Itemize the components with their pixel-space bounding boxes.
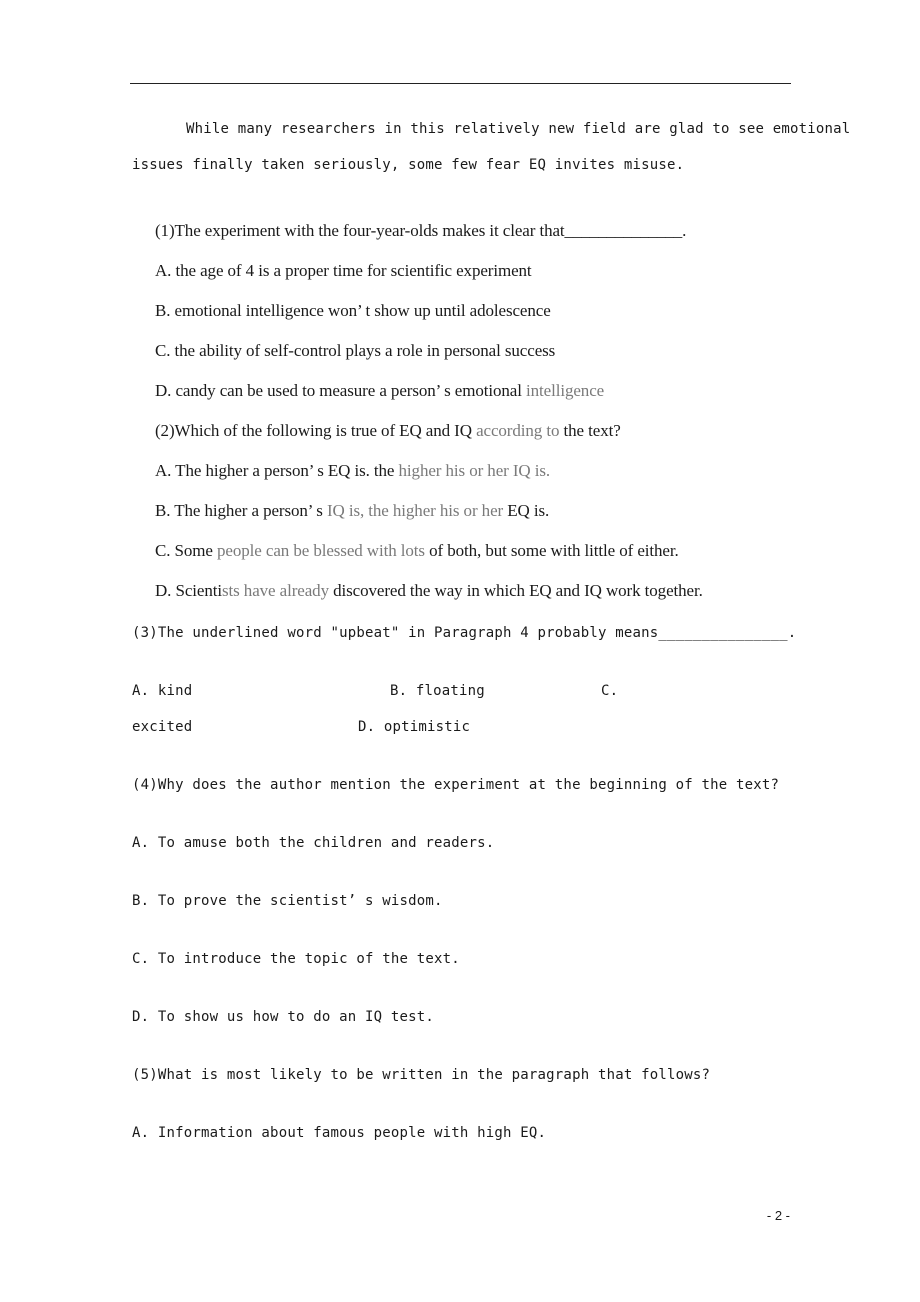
q2-stem-end: the text? xyxy=(559,421,621,440)
q2-stem-text: (2)Which of the following is true of EQ and IQ xyxy=(155,421,477,440)
q4-option-c: C. To introduce the topic of the text. xyxy=(132,951,460,967)
passage-line-2: issues finally taken seriously, some few fear EQ invites misuse. xyxy=(132,157,685,173)
q2-stem-faded: according to xyxy=(476,421,560,440)
q2-option-c-end: of both, but some with little of either. xyxy=(424,541,679,560)
q3-option-b: B. floating xyxy=(390,683,485,699)
q2-option-d xyxy=(155,581,703,601)
q5-option-a: A. Information about famous people with high EQ. xyxy=(132,1125,547,1141)
q4-option-a: A. To amuse both the children and readers. xyxy=(132,835,495,851)
q1-option-c: C. the ability of self-control plays a role in personal success xyxy=(155,341,556,360)
q2-option-b-faded: IQ is, the higher his or her xyxy=(326,501,508,520)
q5-stem: (5)What is most likely to be written in the paragraph that follows? xyxy=(132,1067,711,1083)
q2-option-d-faded: sts have already xyxy=(222,581,329,600)
q3-stem: (3)The underlined word "upbeat" in Paragraph 4 probably means_______________. xyxy=(132,625,797,641)
q1-stem: (1)The experiment with the four-year-olds makes it clear that______________. xyxy=(155,221,687,240)
q1-option-d-faded: intelligence xyxy=(526,381,605,400)
q3-option-c-word: excited xyxy=(132,719,193,735)
header-rule xyxy=(130,83,791,84)
q1-option-d xyxy=(155,381,604,401)
q3-option-d: D. optimistic xyxy=(358,719,471,735)
q1-option-b: B. emotional intelligence won’ t show up until adolescence xyxy=(155,301,551,320)
q3-option-c-label: C. xyxy=(601,683,619,699)
q1-option-d-text: D. candy can be used to measure a person’ s emotional xyxy=(155,381,526,400)
q2-option-b-text: B. The higher a person’ s xyxy=(155,501,327,520)
page-number: - 2 - xyxy=(766,1208,790,1223)
q4-stem: (4)Why does the author mention the experiment at the beginning of the text? xyxy=(132,777,780,793)
q3-option-a: A. kind xyxy=(132,683,193,699)
q2-stem xyxy=(155,421,621,441)
q2-option-a-faded: higher his or her IQ is. xyxy=(398,461,551,480)
q2-option-c xyxy=(155,541,679,561)
q2-option-c-text: C. Some xyxy=(155,541,218,560)
q4-option-b: B. To prove the scientist’ s wisdom. xyxy=(132,893,443,909)
q2-option-b xyxy=(155,501,549,521)
q1-option-a: A. the age of 4 is a proper time for scientific experiment xyxy=(155,261,532,280)
q2-option-b-end: EQ is. xyxy=(507,501,550,520)
q4-option-d: D. To show us how to do an IQ test. xyxy=(132,1009,435,1025)
passage-line-1: While many researchers in this relatively new field are glad to see emotional xyxy=(186,121,851,137)
q2-option-a xyxy=(155,461,550,481)
q2-option-c-faded: people can be blessed with lots xyxy=(217,541,425,560)
q2-option-d-end: discovered the way in which EQ and IQ work together. xyxy=(328,581,703,600)
q2-option-a-text: A. The higher a person’ s EQ is. the xyxy=(155,461,399,480)
q2-option-d-text: D. Scienti xyxy=(155,581,222,600)
